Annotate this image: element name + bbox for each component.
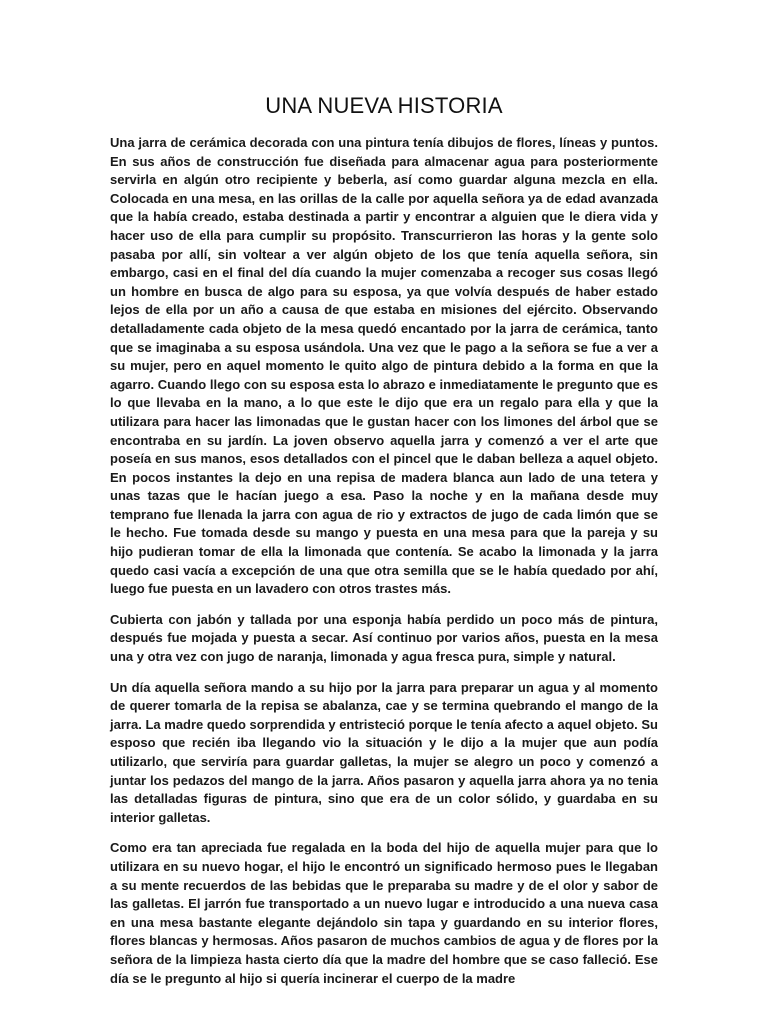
paragraph-1: Una jarra de cerámica decorada con una pintura tenía dibujos de flores, líneas y puntos. En sus años de construcción fue diseñada para almacenar agua para posteriormente servirla en algún otro recipiente y beberla, así como guardar alguna mezcla en ella. Colocada en una mesa, en las orillas de la calle por aquella señora ya de edad avanzada que la había creado, estaba destinada a partir y encontrar a alguien que le diera vida y hacer uso de ella para cumplir su propósito. Transcurrieron las horas y la gente solo pasaba por allí, sin voltear a ver algún objeto de los que tenía aquella señora, sin embargo, casi en el final del día cuando la mujer comenzaba a recoger sus cosas llegó un hombre en busca de algo para su esposa, ya que volvía después de haber estado lejos de ella por un año a causa de que estaba en misiones del ejército. Observando detalladamente cada objeto de la mesa quedó encantado por la jarra de cerámica, tanto que se imaginaba a su esposa usándola. Una vez que le pago a la señora se fue a ver a su mujer, pero en aquel momento le quito algo de pintura debido a la forma en que la agarro. Cuando llego con su esposa esta lo abrazo e inmediatamente le pregunto que es lo que llevaba en la mano, a lo que este le dijo que era un regalo para ella y que la utilizara para hacer las limonadas que le gustan hacer con los limones del árbol que se encontraba en su jardín. La joven observo aquella jarra y comenzó a ver el arte que poseía en sus manos, esos detallados con el pincel que le daban belleza a aquel objeto. En pocos instantes la dejo en una repisa de madera blanca aun lado de una tetera y unas tazas que le hacían juego a esa. Paso la noche y en la mañana desde muy temprano fue llenada la jarra con agua de rio y extractos de jugo de cada limón que se le hecho. Fue tomada desde su mango y puesta en una mesa para que la pareja y su hijo pudieran tomar de ella la limonada que contenía. Se acabo la limonada y la jarra quedo casi vacía a excepción de una que otra semilla que se le había quedado por ahí, luego fue puesta en un lavadero con otros trastes más. (110, 135, 658, 597)
paragraph-4: Como era tan apreciada fue regalada en la boda del hijo de aquella mujer para que lo utilizara en su nuevo hogar, el hijo le encontró un significado hermoso pues le llegaban a su mente recuerdos de las bebidas que le preparaba su madre y de el olor y sabor de las galletas. El jarrón fue transportado a un nuevo lugar e introducido a una nueva casa en una mesa bastante elegante dejándolo sin tapa y guardando en su interior flores, flores blancas y hermosas. Años pasaron de muchos cambios de agua y de flores por la señora de la limpieza hasta cierto día que la madre del hombre que se caso falleció. Ese día se le pregunto al hijo si quería incinerar el cuerpo de la madre (110, 840, 658, 986)
paragraph-3: Un día aquella señora mando a su hijo por la jarra para preparar un agua y al momento de querer tomarla de la repisa se abalanza, cae y se termina quebrando el mango de la jarra. La madre quedo sorprendida y entristeció porque le tenía afecto a aquel objeto. Su esposo que recién iba llegando vio la situación y le dijo a la mujer que aun podía utilizarlo, que serviría para guardar galletas, la mujer se alegro un poco y comenzó a juntar los pedazos del mango de la jarra. Años pasaron y aquella jarra ahora ya no tenia las detalladas figuras de pintura, sino que era de un color sólido, y guardaba en su interior galletas. (110, 679, 658, 825)
paragraph-2: Cubierta con jabón y tallada por una esponja había perdido un poco más de pintura, después fue mojada y puesta a secar. Así continuo por varios años, puesta en la mesa una y otra vez con jugo de naranja, limonada y agua fresca pura, simple y natural. (110, 611, 658, 665)
document-title: UNA NUEVA HISTORIA (265, 93, 503, 118)
